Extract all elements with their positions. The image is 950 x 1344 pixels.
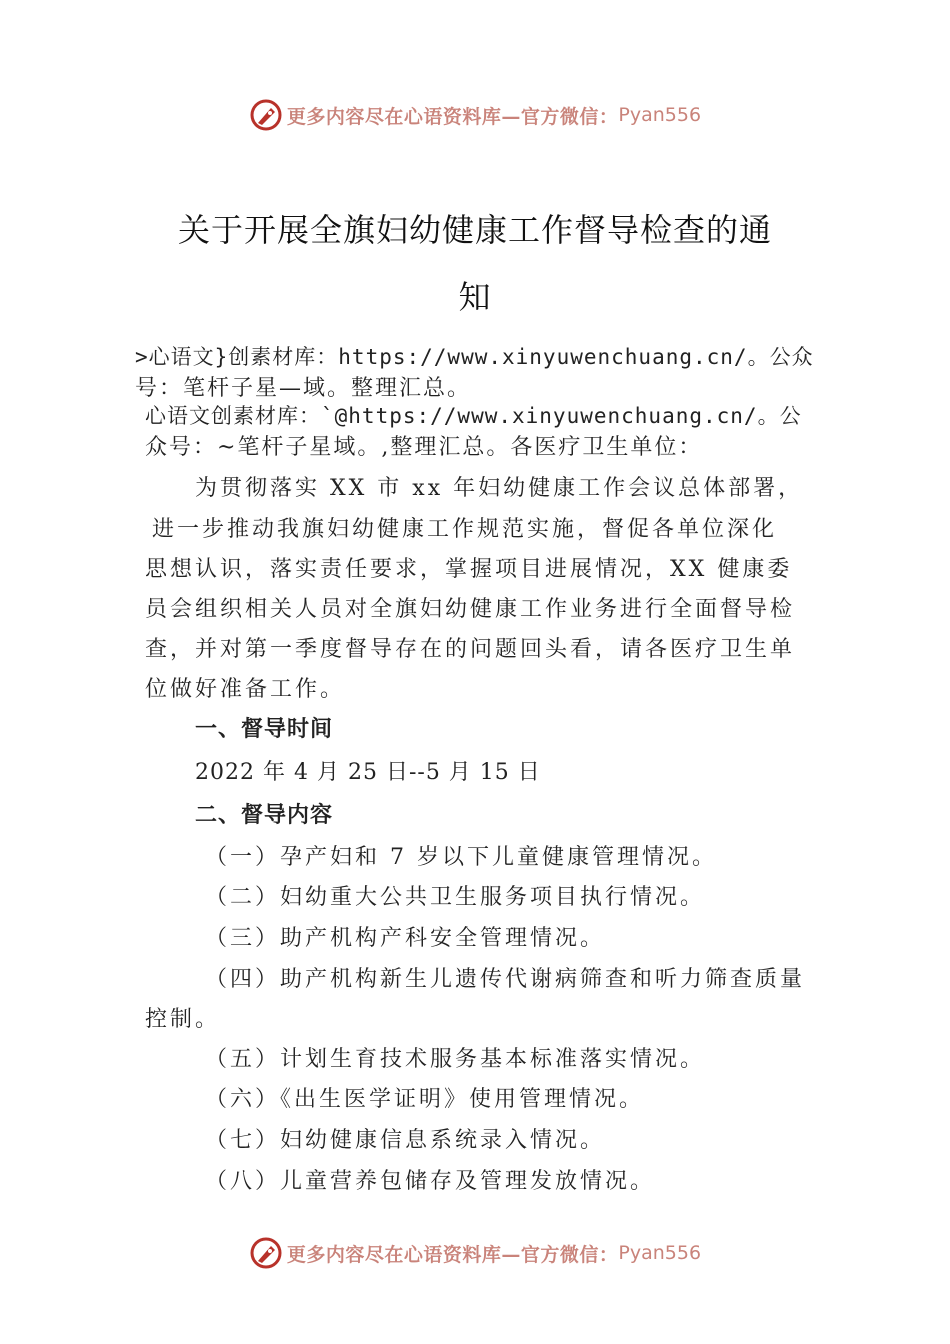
section-heading-content: 二、督导内容 xyxy=(195,803,334,828)
schedule-dates: 2022 年 4 月 25 日--5 月 15 日 xyxy=(195,760,541,785)
intro-line: 位做好准备工作。 xyxy=(145,677,346,702)
inspection-item: （三）助产机构产科安全管理情况。 xyxy=(205,926,606,951)
watermark-wechat-id: Pyan556 xyxy=(618,104,702,126)
inspection-item: （七）妇幼健康信息系统录入情况。 xyxy=(205,1128,606,1153)
intro-line: 为贯彻落实 XX 市 xx 年妇幼健康工作会议总体部署， xyxy=(195,476,804,501)
document-title-continued: 知 xyxy=(458,278,492,316)
pen-nib-seal-icon xyxy=(249,1236,283,1270)
watermark-text: 更多内容尽在心语资料库—官方微信： xyxy=(286,105,619,128)
section-heading-time: 一、督导时间 xyxy=(195,717,334,742)
inspection-item-continued: 控制。 xyxy=(145,1007,221,1032)
source-line: >心语文}创素材库：https://www.xinyuwenchuang.cn/。公众 xyxy=(135,345,814,369)
source-line: 众号：~笔杆子星域。,整理汇总。各医疗卫生单位： xyxy=(145,435,703,460)
inspection-item: （二）妇幼重大公共卫生服务项目执行情况。 xyxy=(205,885,706,910)
intro-line: 进一步推动我旗妇幼健康工作规范实施，督促各单位深化 xyxy=(152,517,778,542)
watermark-banner-top xyxy=(0,95,950,135)
watermark-wechat-id: Pyan556 xyxy=(618,1242,702,1264)
intro-line: 思想认识，落实责任要求，掌握项目进展情况，XX 健康委 xyxy=(145,557,793,582)
watermark-text: 更多内容尽在心语资料库—官方微信： xyxy=(286,1243,619,1266)
inspection-item: （六）《出生医学证明》使用管理情况。 xyxy=(205,1087,645,1112)
source-line: 号：笔杆子星—域。整理汇总。 xyxy=(135,376,472,401)
inspection-item: （四）助产机构新生儿遗传代谢病筛查和听力筛查质量 xyxy=(205,967,806,992)
inspection-item: （五）计划生育技术服务基本标准落实情况。 xyxy=(205,1047,706,1072)
inspection-item: （八）儿童营养包储存及管理发放情况。 xyxy=(205,1169,656,1194)
inspection-item: （一）孕产妇和 7 岁以下儿童健康管理情况。 xyxy=(205,845,717,870)
watermark-banner-bottom xyxy=(0,1233,950,1273)
pen-nib-seal-icon xyxy=(249,98,283,132)
document-title: 关于开展全旗妇幼健康工作督导检查的通 xyxy=(177,211,772,249)
intro-line: 查，并对第一季度督导存在的问题回头看，请各医疗卫生单 xyxy=(145,637,796,662)
source-line: 心语文创素材库：`@https://www.xinyuwenchuang.cn/。公 xyxy=(145,404,802,428)
intro-line: 员会组织相关人员对全旗妇幼健康工作业务进行全面督导检 xyxy=(145,597,796,622)
